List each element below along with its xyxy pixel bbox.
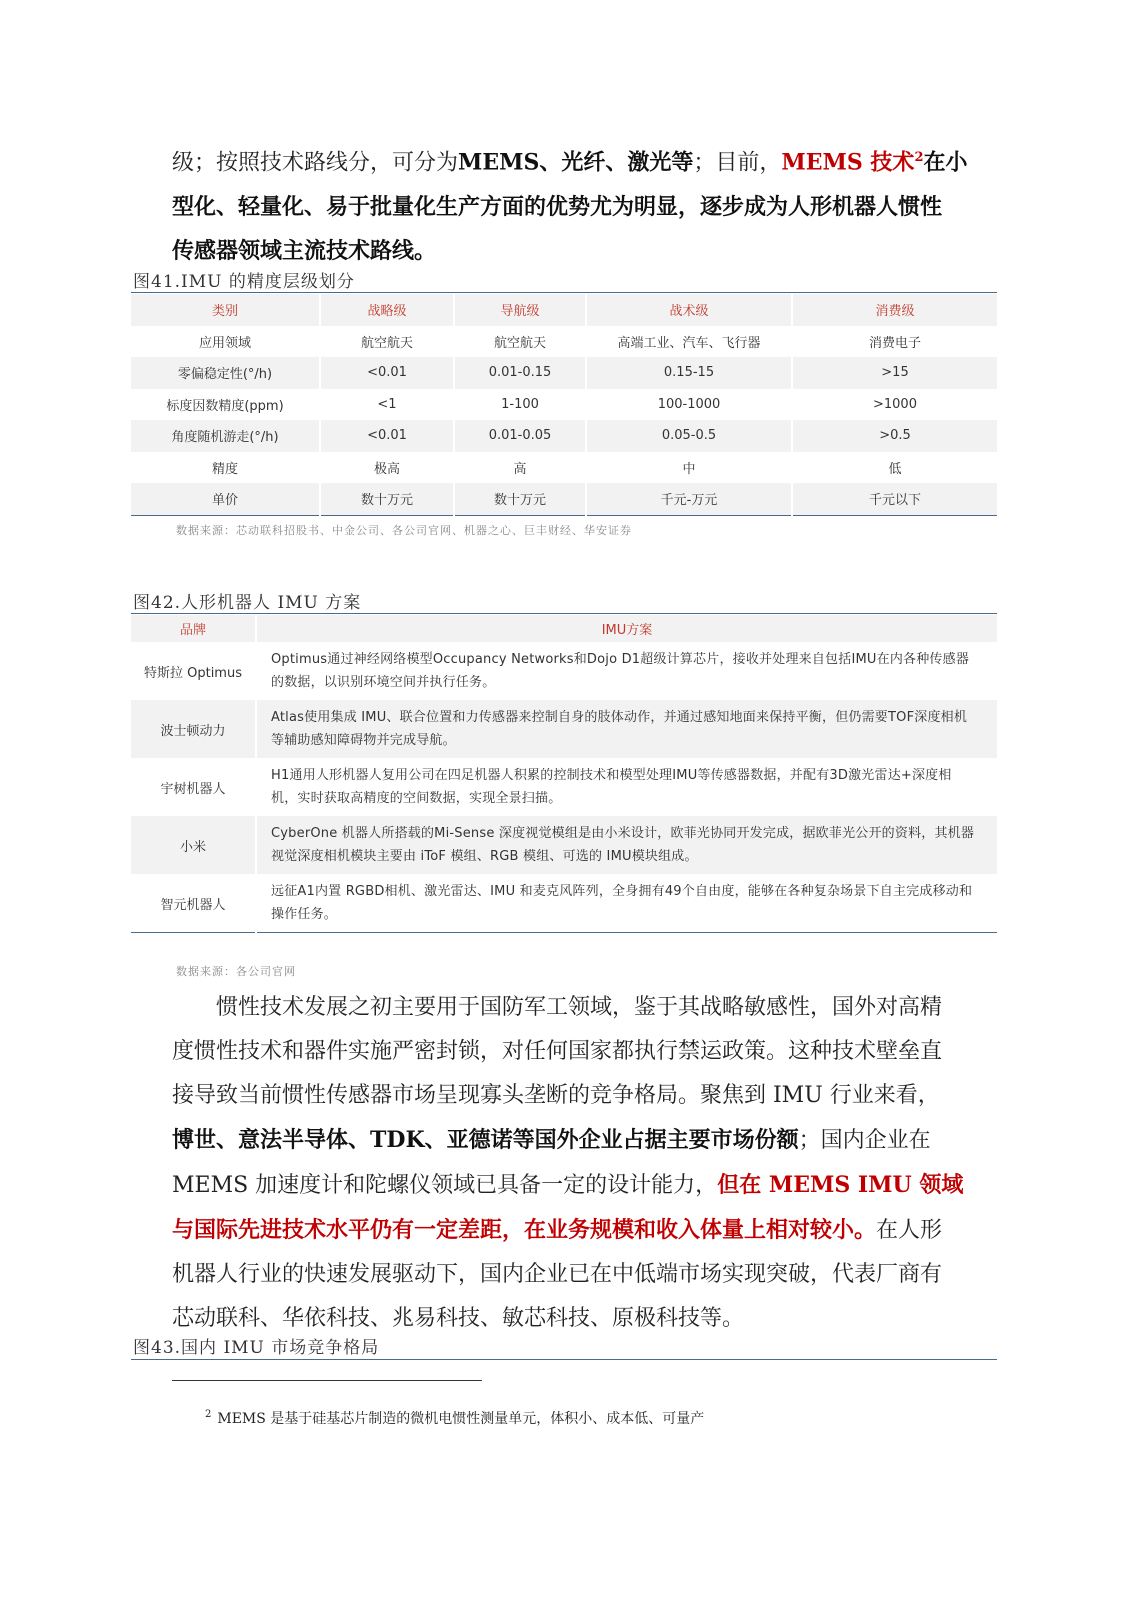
imu-precision-table <box>131 294 997 516</box>
table-cell: 高端工业、汽车、飞行器 <box>586 326 792 358</box>
table-cell: 角度随机游走(°/h) <box>131 420 320 452</box>
table-row <box>131 389 997 421</box>
body-line-6: 与国际先进技术水平仍有一定差距，在业务规模和收入体量上相对较小。在人形 <box>172 1217 943 1243</box>
table-cell: 应用领域 <box>198 335 251 351</box>
figure-43-title: 图43.国内 IMU 市场竞争格局 <box>133 1338 380 1358</box>
body-line-4: 博世、意法半导体、TDK、亚德诺等国外企业占据主要市场份额；国内企业在 <box>172 1127 931 1153</box>
figure-41-rule <box>131 292 997 293</box>
header-cell: 类别 <box>131 294 320 326</box>
humanoid-imu-table <box>131 615 997 933</box>
table-row <box>131 874 997 933</box>
figure-42-source: 数据来源：各公司官网 <box>176 965 296 978</box>
figure-42-rule <box>131 613 997 614</box>
table-cell: 中 <box>586 452 792 484</box>
header-cell: 消费级 <box>792 294 997 326</box>
table-cell: <1 <box>320 389 454 421</box>
table-cell: 1-100 <box>454 389 586 421</box>
figure-42-title: 图42.人形机器人 IMU 方案 <box>133 593 362 613</box>
imu-plan-cell: H1通用人形机器人复用公司在四足机器人积累的控制技术和模型处理IMU等传感器数据，并配有3D激光雷达+深度相机，实时获取高精度的空间数据，实现全景扫描。 <box>256 758 997 816</box>
body-line-3: 接导致当前惯性传感器市场呈现寡头垄断的竞争格局。聚焦到 IMU 行业来看， <box>172 1083 940 1108</box>
table-row <box>131 758 997 816</box>
footnote-ref[interactable]: 2 <box>914 150 924 165</box>
table-row <box>131 420 997 452</box>
table-cell: 极高 <box>320 452 454 484</box>
body-line-1: 惯性技术发展之初主要用于国防军工领域，鉴于其战略敏感性，国外对高精 <box>216 995 943 1020</box>
imu-plan-cell: 远征A1内置 RGBD相机、激光雷达、IMU 和麦克风阵列，全身拥有49个自由度，能够在各种复杂场景下自主完成移动和操作任务。 <box>256 874 997 933</box>
figure-41-title: 图41.IMU 的精度层级划分 <box>133 272 355 292</box>
table-cell: >15 <box>792 357 997 389</box>
imu-plan-cell: CyberOne 机器人所搭载的Mi-Sense 深度视觉模组是由小米设计，欧菲光协同开发完成，据欧菲光公开的资料，其机器视觉深度相机模块主要由 iToF 模组、RGB 模组、可选的 IMU模块组成。 <box>256 816 997 874</box>
brand-cell: 宇树机器人 <box>160 781 226 797</box>
table-cell: 高 <box>454 452 586 484</box>
footnote-number: 2 <box>205 1409 212 1421</box>
footnote-text: MEMS 是基于硅基芯片制造的微机电惯性测量单元，体积小、成本低、可量产 <box>217 1411 705 1427</box>
table-cell: 数十万元 <box>454 483 586 515</box>
table-cell: <0.01 <box>320 357 454 389</box>
body-line-8: 芯动联科、华依科技、兆易科技、敏芯科技、原极科技等。 <box>172 1306 745 1331</box>
table-row <box>131 452 997 484</box>
table-header-row <box>131 615 997 642</box>
footnote-rule <box>172 1380 482 1381</box>
header-cell: IMU方案 <box>256 615 997 642</box>
imu-plan-cell: Atlas使用集成 IMU、联合位置和力传感器来控制自身的肢体动作，并通过感知地面来保持平衡，但仍需要TOF深度相机等辅助感知障碍物并完成导航。 <box>256 700 997 758</box>
header-cell: 导航级 <box>454 294 586 326</box>
body-line-7: 机器人行业的快速发展驱动下，国内企业已在中低端市场实现突破，代表厂商有 <box>172 1262 943 1287</box>
table-cell: >0.5 <box>792 420 997 452</box>
table-header-row <box>131 294 997 326</box>
brand-cell: 小米 <box>131 816 256 874</box>
intro-line-1: 级；按照技术路线分，可分为MEMS、光纤、激光等；目前，MEMS 技术$^2$在小 <box>172 149 968 176</box>
header-cell: 战术级 <box>586 294 792 326</box>
table-cell: 0.05-0.5 <box>586 420 792 452</box>
intro-line-2: 型化、轻量化、易于批量化生产方面的优势尤为明显，逐步成为人形机器人惯性 <box>172 194 943 221</box>
table-cell: 0.15-15 <box>586 357 792 389</box>
table-cell: 数十万元 <box>320 483 454 515</box>
intro-line-3: 传感器领域主流技术路线。 <box>172 238 437 265</box>
table-cell: 精度 <box>211 461 238 477</box>
table-cell: 零偏稳定性(°/h) <box>131 357 320 389</box>
figure-43-rule <box>131 1359 997 1360</box>
brand-cell: 智元机器人 <box>131 874 256 933</box>
table-row <box>131 816 997 874</box>
brand-cell: 特斯拉 Optimus <box>143 665 242 681</box>
table-cell: 消费电子 <box>792 326 997 358</box>
table-cell: 100-1000 <box>586 389 792 421</box>
brand-cell: 波士顿动力 <box>131 700 256 758</box>
table-row <box>131 357 997 389</box>
table-cell: >1000 <box>792 389 997 421</box>
table-cell: 千元-万元 <box>586 483 792 515</box>
table-cell: <0.01 <box>320 420 454 452</box>
footnote <box>205 1408 704 1428</box>
table-cell: 航空航天 <box>454 326 586 358</box>
table-cell: 单价 <box>131 483 320 515</box>
intro-paragraph <box>172 136 972 273</box>
table-row <box>131 700 997 758</box>
body-line-2: 度惯性技术和器件实施严密封锁，对任何国家都执行禁运政策。这种技术壁垒直 <box>172 1039 943 1064</box>
table-row <box>131 642 997 700</box>
table-cell: 标度因数精度(ppm) <box>166 398 284 414</box>
table-row <box>131 483 997 515</box>
table-cell: 千元以下 <box>792 483 997 515</box>
imu-plan-cell: Optimus通过神经网络模型Occupancy Networks和Dojo D1超级计算芯片，接收并处理来自包括IMU在内各种传感器的数据，以识别环境空间并执行任务。 <box>256 642 997 700</box>
body-line-5: MEMS 加速度计和陀螺仪领域已具备一定的设计能力，但在 MEMS IMU 领域 <box>172 1172 964 1198</box>
table-cell: 0.01-0.15 <box>454 357 586 389</box>
table-cell: 航空航天 <box>320 326 454 358</box>
body-paragraph <box>172 986 972 1341</box>
figure-41-source: 数据来源：芯动联科招股书、中金公司、各公司官网、机器之心、巨丰财经、华安证券 <box>176 524 632 537</box>
table-cell: 0.01-0.05 <box>454 420 586 452</box>
header-cell: 战略级 <box>320 294 454 326</box>
table-cell: 低 <box>792 452 997 484</box>
header-cell: 品牌 <box>131 615 256 642</box>
table-row <box>131 326 997 358</box>
